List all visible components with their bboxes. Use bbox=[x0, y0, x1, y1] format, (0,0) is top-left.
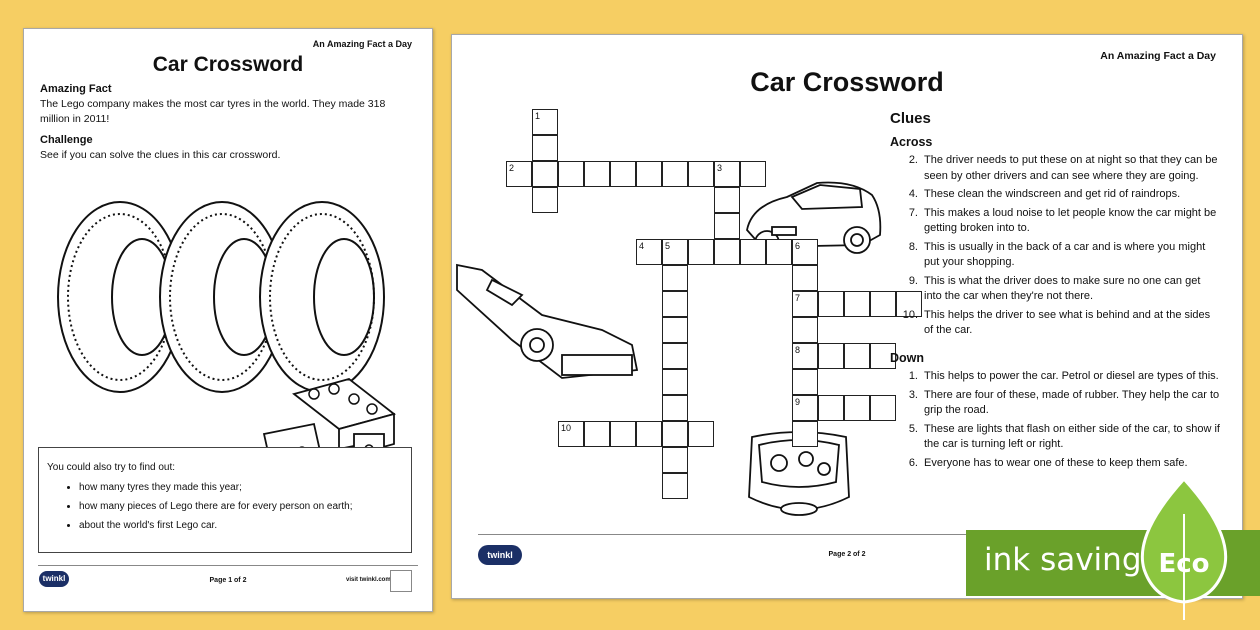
list-item: • about the world's first Lego car. bbox=[79, 520, 353, 531]
page-number: Page 2 of 2 bbox=[828, 551, 866, 558]
down-clues bbox=[890, 369, 1220, 471]
crossword-cell[interactable] bbox=[662, 265, 688, 291]
clue-item bbox=[890, 187, 1220, 203]
visit-link[interactable]: visit twinkl.com bbox=[346, 577, 391, 583]
clue-number: 6. bbox=[908, 456, 918, 469]
clue-number: 2. bbox=[908, 154, 918, 166]
across-heading: Across bbox=[890, 134, 933, 149]
crossword-cell[interactable] bbox=[636, 161, 662, 187]
clue-number: 7. bbox=[908, 206, 918, 219]
down-heading: Down bbox=[890, 350, 925, 365]
crossword-cell[interactable] bbox=[818, 343, 844, 369]
crossword-cell[interactable] bbox=[662, 421, 688, 447]
clue-item bbox=[890, 308, 1220, 339]
clue-number: 9. bbox=[908, 274, 918, 287]
list-item: • how many pieces of Lego there are for every person on earth; bbox=[79, 501, 353, 512]
clue-item bbox=[890, 240, 1220, 271]
crossword-cell[interactable] bbox=[532, 187, 558, 213]
crossword-cell[interactable] bbox=[662, 343, 688, 369]
clue-number: 3. bbox=[908, 388, 918, 401]
crossword-cell[interactable] bbox=[688, 161, 714, 187]
worksheet-page-1 bbox=[23, 28, 433, 612]
across-clues bbox=[890, 153, 1220, 339]
fact-heading: Amazing Fact bbox=[40, 83, 112, 95]
clue-item bbox=[890, 422, 1220, 453]
crossword-cell[interactable] bbox=[740, 161, 766, 187]
crossword-cell[interactable] bbox=[792, 395, 818, 421]
page-header: An Amazing Fact a Day bbox=[1100, 50, 1216, 62]
amazing-fact-section bbox=[40, 82, 416, 127]
crossword-cell[interactable] bbox=[844, 395, 870, 421]
racing-car-illustration bbox=[452, 260, 642, 385]
crossword-cell[interactable] bbox=[792, 317, 818, 343]
crossword-cell[interactable] bbox=[792, 239, 818, 265]
clue-item bbox=[890, 206, 1220, 237]
clue-item bbox=[890, 388, 1220, 419]
crossword-cell[interactable] bbox=[532, 161, 558, 187]
crossword-cell[interactable] bbox=[636, 239, 662, 265]
crossword-cell[interactable] bbox=[662, 291, 688, 317]
clue-number: 1. bbox=[908, 370, 918, 382]
crossword-cell[interactable] bbox=[792, 343, 818, 369]
clue-text: This is usually in the back of a car and is where you might put your shopping. bbox=[924, 240, 1206, 268]
crossword-cell[interactable] bbox=[714, 239, 740, 265]
challenge-heading: Challenge bbox=[40, 134, 93, 146]
clue-number: 5 bbox=[665, 241, 671, 251]
footer-rule bbox=[38, 565, 418, 566]
clue-text: This helps the driver to see what is behind and at the sides of the car. bbox=[924, 308, 1211, 336]
clue-item bbox=[890, 153, 1220, 184]
twinkl-logo: twinkl bbox=[39, 571, 69, 587]
clues-heading: Clues bbox=[890, 110, 931, 127]
crossword-cell[interactable] bbox=[558, 421, 584, 447]
clue-text: This helps to power the car. Petrol or diesel are types of this. bbox=[924, 370, 1219, 382]
crossword-cell[interactable] bbox=[818, 395, 844, 421]
find-out-box bbox=[38, 447, 412, 553]
eco-leaf-icon bbox=[1124, 474, 1244, 624]
crossword-cell[interactable] bbox=[662, 395, 688, 421]
challenge-text: See if you can solve the clues in this car crossword. bbox=[40, 149, 281, 161]
clue-number: 4. bbox=[908, 188, 918, 200]
crossword-cell[interactable] bbox=[662, 369, 688, 395]
crossword-cell[interactable] bbox=[688, 239, 714, 265]
clue-number: 3 bbox=[717, 163, 723, 173]
clue-number: 5. bbox=[908, 422, 918, 435]
clue-text: Everyone has to wear one of these to keep them safe. bbox=[924, 456, 1188, 469]
clues-panel bbox=[890, 111, 1220, 474]
clue-number: 10 bbox=[561, 423, 572, 433]
crossword-cell[interactable] bbox=[792, 291, 818, 317]
twinkl-logo: twinkl bbox=[478, 545, 522, 565]
crossword-cell[interactable] bbox=[714, 213, 740, 239]
clue-number: 7 bbox=[795, 293, 801, 303]
crossword-cell[interactable] bbox=[714, 187, 740, 213]
clue-item bbox=[890, 274, 1220, 305]
page-number: Page 1 of 2 bbox=[209, 577, 247, 584]
list-item: • how many tyres they made this year; bbox=[79, 482, 353, 493]
find-out-list bbox=[39, 482, 353, 539]
crossword-cell[interactable] bbox=[662, 317, 688, 343]
crossword-cell[interactable] bbox=[688, 421, 714, 447]
clue-number: 1 bbox=[535, 111, 541, 121]
fact-text: The Lego company makes the most car tyres in the world. They made 318 million in 2011! bbox=[40, 98, 386, 125]
crossword-cell[interactable] bbox=[662, 239, 688, 265]
crossword-cell[interactable] bbox=[506, 161, 532, 187]
clue-text: This is what the driver does to make sure no one can get into the car when they're not there. bbox=[924, 274, 1201, 302]
page-header: An Amazing Fact a Day bbox=[312, 39, 412, 49]
crossword-cell[interactable] bbox=[792, 421, 818, 447]
clue-number: 8. bbox=[908, 240, 918, 253]
clue-text: The driver needs to put these on at night so that they can be seen by other drivers and can see where they are going. bbox=[924, 154, 1218, 182]
clue-text: These are lights that flash on either side of the car, to show if the car is turning left or right. bbox=[924, 422, 1220, 450]
page-title: Car Crossword bbox=[750, 67, 944, 97]
clue-number: 10. bbox=[902, 308, 918, 321]
crossword-cell[interactable] bbox=[792, 265, 818, 291]
crossword-cell[interactable] bbox=[532, 109, 558, 135]
page-title: Car Crossword bbox=[152, 53, 304, 76]
clue-item bbox=[890, 456, 1220, 472]
crossword-cell[interactable] bbox=[662, 447, 688, 473]
clue-text: This makes a loud noise to let people know the car might be getting broken into to. bbox=[924, 206, 1217, 234]
crossword-cell[interactable] bbox=[766, 239, 792, 265]
crossword-cell[interactable] bbox=[584, 161, 610, 187]
clue-number: 4 bbox=[639, 241, 645, 251]
crossword-cell[interactable] bbox=[844, 291, 870, 317]
crossword-cell[interactable] bbox=[532, 135, 558, 161]
find-out-intro: You could also try to find out: bbox=[47, 462, 176, 473]
crossword-cell[interactable] bbox=[844, 343, 870, 369]
clue-item bbox=[890, 369, 1220, 385]
clue-number: 8 bbox=[795, 345, 801, 355]
crossword-cell[interactable] bbox=[558, 161, 584, 187]
clue-number: 2 bbox=[509, 163, 515, 173]
crossword-cell[interactable] bbox=[636, 421, 662, 447]
quality-badge-icon bbox=[390, 570, 412, 592]
challenge-section bbox=[40, 133, 416, 163]
crossword-cell[interactable] bbox=[584, 421, 610, 447]
eco-badge-text: Eco bbox=[1158, 549, 1210, 579]
crossword-cell[interactable] bbox=[818, 291, 844, 317]
crossword-cell[interactable] bbox=[792, 369, 818, 395]
crossword-cell[interactable] bbox=[714, 161, 740, 187]
clue-number: 9 bbox=[795, 397, 801, 407]
crossword-cell[interactable] bbox=[610, 421, 636, 447]
crossword-cell[interactable] bbox=[662, 473, 688, 499]
crossword-cell[interactable] bbox=[740, 239, 766, 265]
ink-saving-label: ink saving bbox=[984, 542, 1142, 578]
clue-text: There are four of these, made of rubber. They help the car to grip the road. bbox=[924, 388, 1220, 416]
crossword-cell[interactable] bbox=[662, 161, 688, 187]
clue-text: These clean the windscreen and get rid of raindrops. bbox=[924, 188, 1181, 200]
tyres-illustration bbox=[50, 197, 410, 397]
crossword-cell[interactable] bbox=[610, 161, 636, 187]
clue-number: 6 bbox=[795, 241, 801, 251]
